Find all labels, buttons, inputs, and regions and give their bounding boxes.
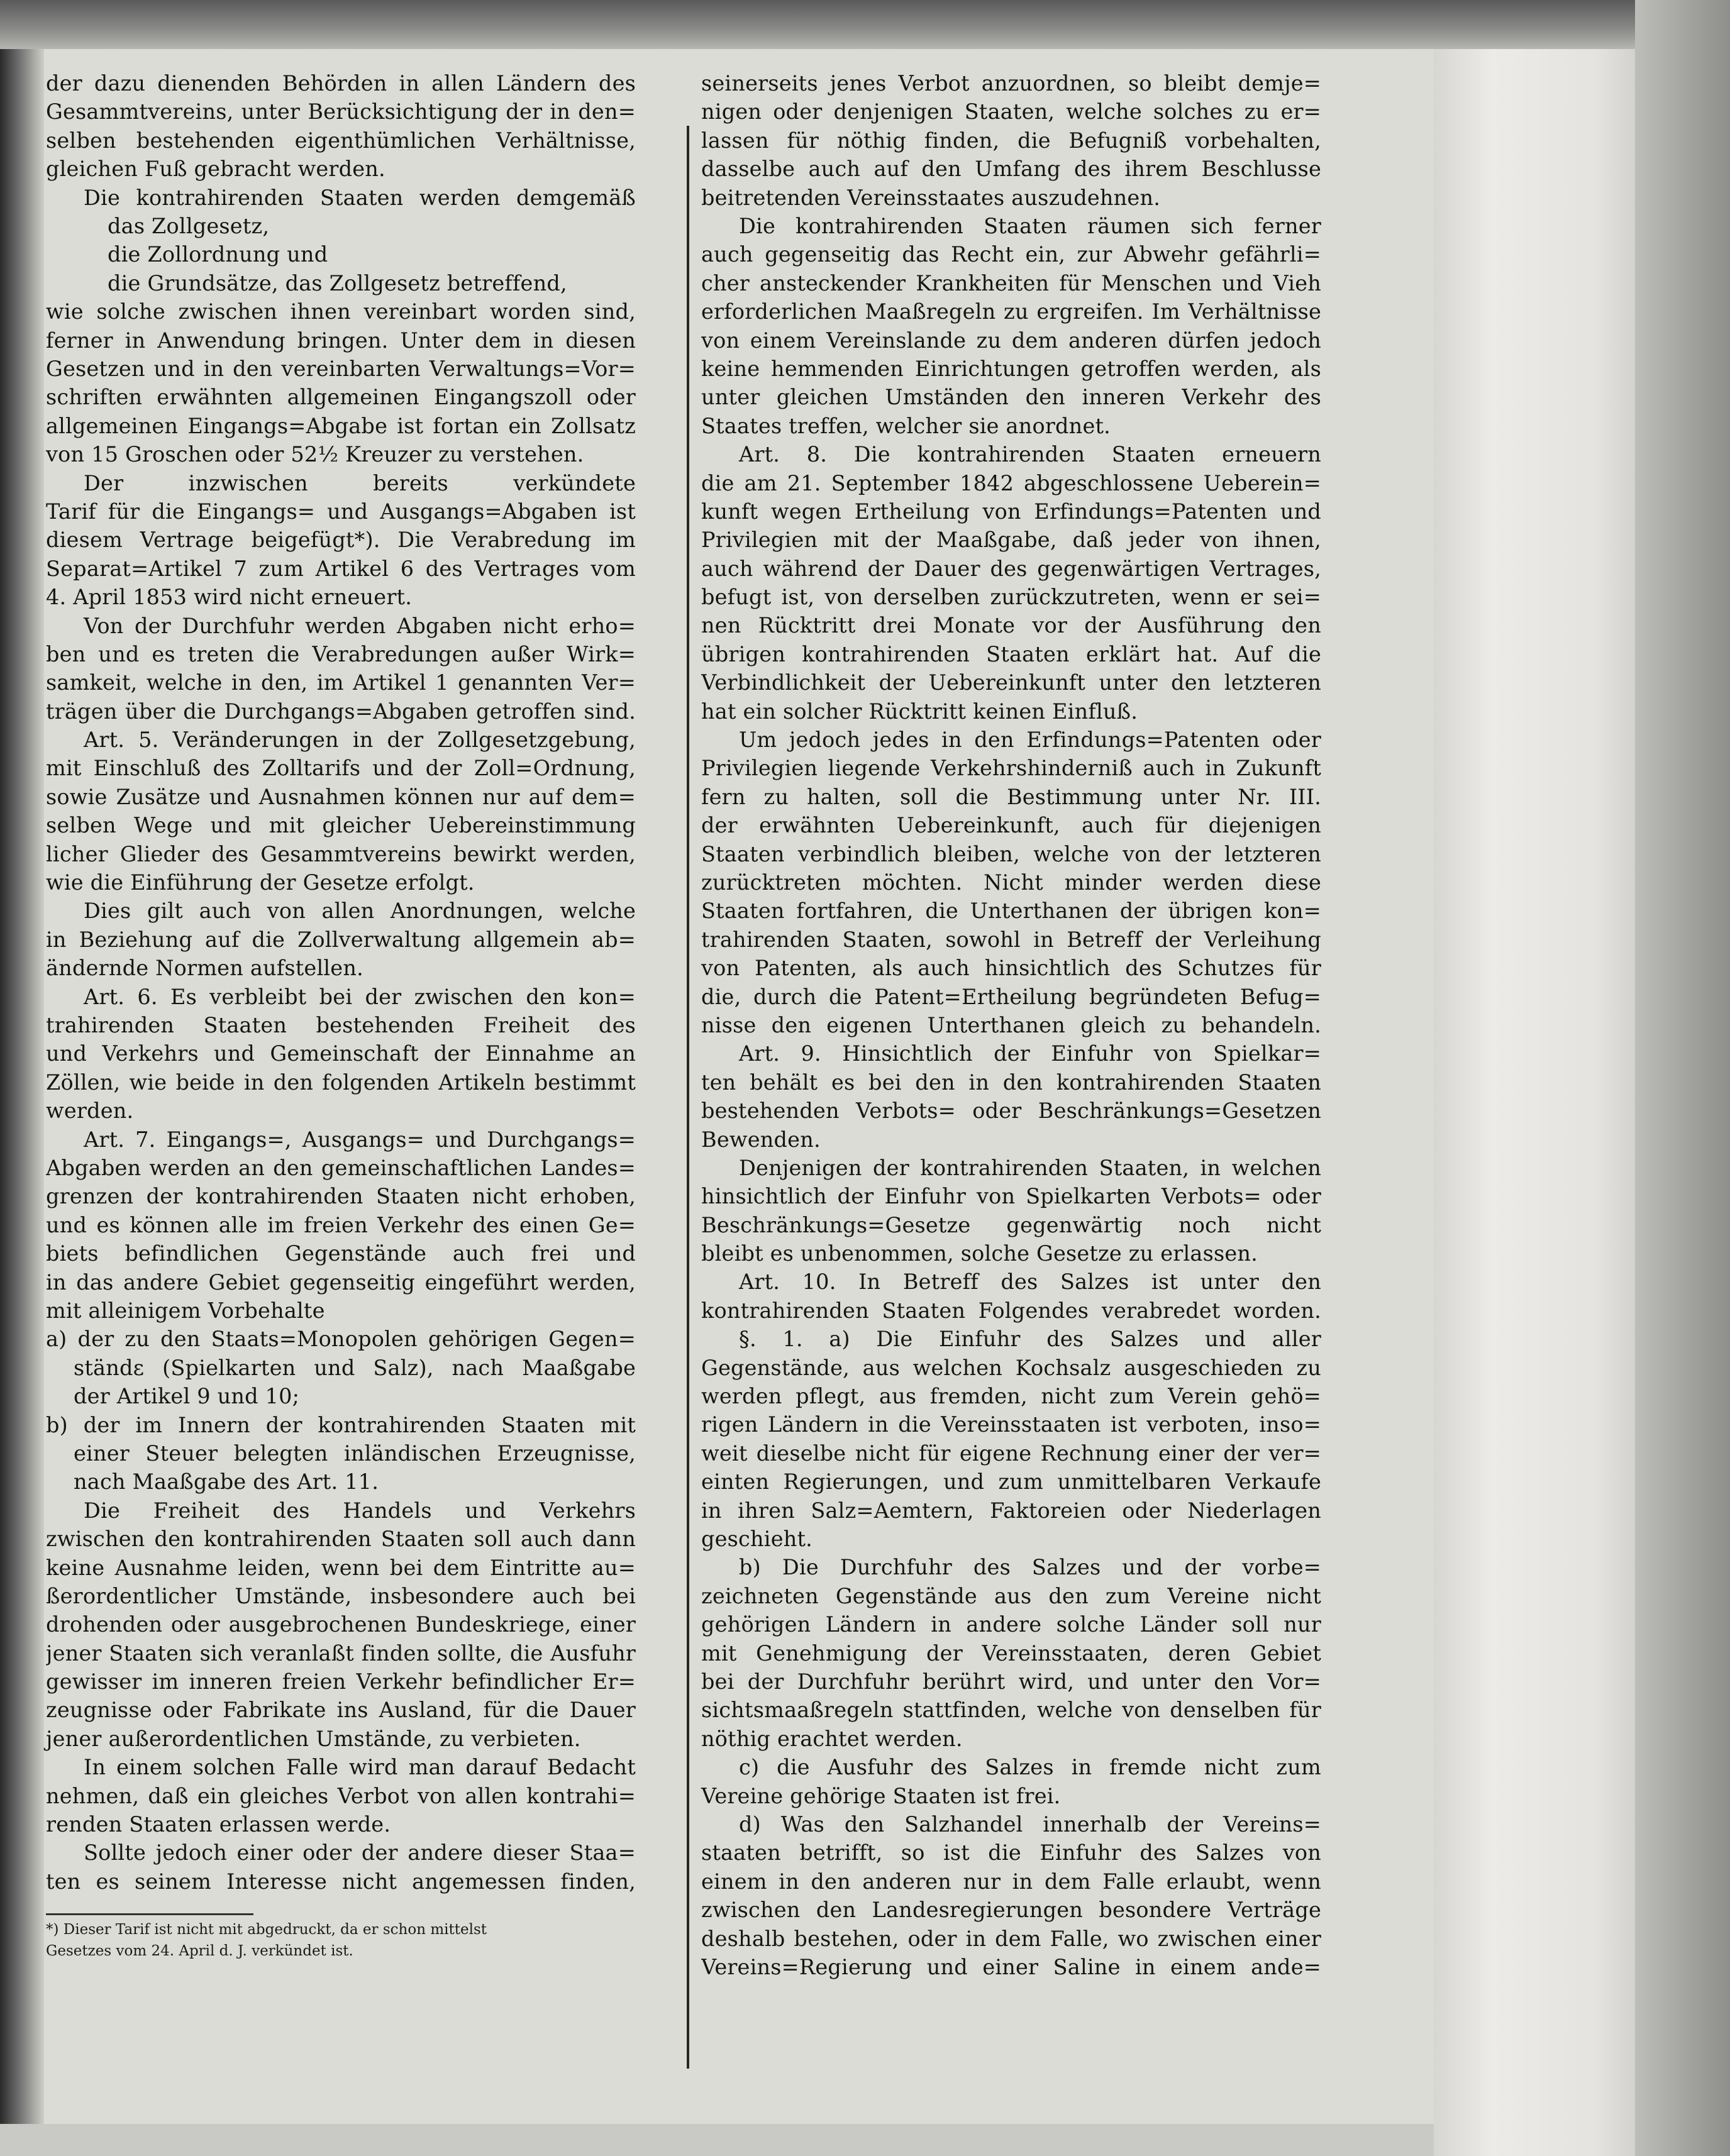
text-line: Von der Durchfuhr werden Abgaben nicht erho= xyxy=(84,613,636,638)
text-line: Beschränkungs=Gesetze gegenwärtig noch nicht xyxy=(701,1212,1321,1237)
text-line: beitretenden Vereinsstaates auszudehnen. xyxy=(701,185,1161,210)
text-line: Art. 8. Die kontrahirenden Staaten erneuern xyxy=(739,442,1321,467)
text-line: allgemeinen Eingangs=Abgabe ist fortan ein Zollsatz xyxy=(46,413,636,438)
text-line: mit alleinigem Vorbehalte xyxy=(46,1298,325,1323)
text-line: wie die Einführung der Gesetze erfolgt. xyxy=(46,870,475,895)
text-line: Sollte jedoch einer oder der andere dieser Staa= xyxy=(84,1840,636,1866)
text-line: Die Freiheit des Handels und Verkehrs xyxy=(84,1498,636,1523)
text-line: mit Einschluß des Zolltarifs und der Zoll=Ordnung, xyxy=(46,756,636,781)
text-line: drohenden oder ausgebrochenen Bundeskriege, einer xyxy=(46,1612,636,1637)
text-line: diesem Vertrage beigefügt*). Die Verabredung im xyxy=(46,528,636,553)
text-line: Zöllen, wie beide in den folgenden Artikeln bestimmt xyxy=(46,1070,636,1095)
text-line: von einem Vereinslande zu dem anderen dürfen jedoch xyxy=(701,328,1321,353)
text-line: d) Was den Salzhandel innerhalb der Vereins= xyxy=(739,1811,1321,1837)
text-line: mit Genehmigung der Vereinsstaaten, deren Gebiet xyxy=(701,1640,1321,1666)
text-line: Dies gilt auch von allen Anordnungen, welche xyxy=(84,898,636,924)
text-line: nöthig erachtet werden. xyxy=(701,1726,963,1751)
text-line: biets befindlichen Gegenstände auch frei und xyxy=(46,1241,636,1266)
text-line: Denjenigen der kontrahirenden Staaten, in welchen xyxy=(739,1155,1321,1180)
text-line: nisse den eigenen Unterthanen gleich zu behandeln. xyxy=(701,1012,1321,1037)
text-line: wie solche zwischen ihnen vereinbart worden sind, xyxy=(46,299,636,324)
text-line: gewisser im inneren freien Verkehr befindlicher Er= xyxy=(46,1669,636,1694)
text-line: Art. 7. Eingangs=, Ausgangs= und Durchgangs= xyxy=(84,1127,636,1152)
right-text-column xyxy=(701,69,1321,1981)
text-line: weit dieselbe nicht für eigene Rechnung einer der ver= xyxy=(701,1440,1321,1466)
text-line: zwischen den kontrahirenden Staaten soll auch dann xyxy=(46,1527,636,1552)
text-line: trahirenden Staaten, sowohl in Betreff der Verleihung xyxy=(701,927,1321,952)
text-line: seinerseits jenes Verbot anzuordnen, so bleibt demje= xyxy=(701,71,1321,96)
text-line: samkeit, welche in den, im Artikel 1 genannten Ver= xyxy=(46,670,636,695)
text-line: die Zollordnung und xyxy=(108,242,328,267)
text-line: unter gleichen Umständen den inneren Verkehr des xyxy=(701,385,1321,410)
text-line: b) Die Durchfuhr des Salzes und der vorbe= xyxy=(739,1555,1321,1580)
text-line: grenzen der kontrahirenden Staaten nicht erhoben, xyxy=(46,1184,636,1209)
text-line: Separat=Artikel 7 zum Artikel 6 des Vertrages vom xyxy=(46,556,636,581)
text-line: bestehenden Verbots= oder Beschränkungs=Gesetzen xyxy=(701,1098,1321,1124)
text-line: Bewenden. xyxy=(701,1127,821,1152)
text-line: Art. 6. Es verbleibt bei der zwischen den kon= xyxy=(84,984,636,1009)
left-text-column xyxy=(46,69,636,1896)
scan-frame-top xyxy=(0,0,1730,50)
text-line: Art. 10. In Betreff des Salzes ist unter den xyxy=(739,1269,1321,1295)
text-line: kunft wegen Ertheilung von Erfindungs=Patenten und xyxy=(701,499,1321,524)
text-line: ten es seinem Interesse nicht angemessen finden, xyxy=(46,1869,636,1894)
text-line: Staaten fortfahren, die Unterthanen der übrigen kon= xyxy=(701,898,1321,924)
text-line: nehmen, daß ein gleiches Verbot von allen kontrahi= xyxy=(46,1783,636,1808)
column-divider xyxy=(687,126,689,2069)
text-line: bleibt es unbenommen, solche Gesetze zu erlassen. xyxy=(701,1241,1258,1266)
footnote-rule xyxy=(46,1913,253,1915)
text-line: geschieht. xyxy=(701,1527,813,1551)
text-line: zeichneten Gegenstände aus den zum Vereine nicht xyxy=(701,1583,1321,1608)
text-line: einer Steuer belegten inländischen Erzeugnisse, xyxy=(74,1440,636,1466)
text-line: Gesetzen und in den vereinbarten Verwaltungs=Vor= xyxy=(46,356,636,381)
text-line: deshalb bestehen, oder in dem Falle, wo zwischen einer xyxy=(701,1926,1321,1951)
text-line: die am 21. September 1842 abgeschlossene Ueberein= xyxy=(701,470,1321,495)
text-line: der erwähnten Uebereinkunft, auch für diejenigen xyxy=(701,813,1321,838)
text-line: auch während der Dauer des gegenwärtigen Vertrages, xyxy=(701,556,1321,581)
text-line: einem in den anderen nur in dem Falle erlaubt, wenn xyxy=(701,1869,1321,1894)
text-line: Um jedoch jedes in den Erfindungs=Patenten oder xyxy=(739,727,1321,753)
text-line: Die kontrahirenden Staaten werden demgemäß xyxy=(84,185,636,210)
text-line: der Artikel 9 und 10; xyxy=(74,1384,300,1409)
text-line: a) der zu den Staats=Monopolen gehörigen Gegen= xyxy=(46,1327,636,1352)
text-line: nigen oder denjenigen Staaten, welche solches zu er= xyxy=(701,99,1321,124)
text-line: Staaten verbindlich bleiben, welche von der letzteren xyxy=(701,841,1321,866)
text-line: hat ein solcher Rücktritt keinen Einfluß. xyxy=(701,699,1138,724)
text-line: Vereine gehörige Staaten ist frei. xyxy=(701,1783,1061,1808)
text-line: in Beziehung auf die Zollverwaltung allgemein ab= xyxy=(46,927,636,952)
text-line: In einem solchen Falle wird man darauf Bedacht xyxy=(84,1755,636,1780)
text-line: übrigen kontrahirenden Staaten erklärt hat. Auf die xyxy=(701,641,1321,666)
text-line: lassen für nöthig finden, die Befugniß vorbehalten, xyxy=(701,128,1321,153)
text-line: ben und es treten die Verabredungen außer Wirk= xyxy=(46,641,636,666)
text-line: in ihren Salz=Aemtern, Faktoreien oder Niederlagen xyxy=(701,1498,1321,1523)
text-line: Tarif für die Eingangs= und Ausgangs=Abgaben ist xyxy=(46,499,636,524)
text-line: Gegenstände, aus welchen Kochsalz ausgeschieden zu xyxy=(701,1355,1321,1380)
text-line: ferner in Anwendung bringen. Unter dem in diesen xyxy=(46,328,636,353)
text-line: die Grundsätze, das Zollgesetz betreffend, xyxy=(108,270,567,296)
text-line: erforderlichen Maaßregeln zu ergreifen. Im Verhältnisse xyxy=(701,299,1321,324)
text-line: rigen Ländern in die Vereinsstaaten ist verboten, inso= xyxy=(701,1412,1321,1437)
text-line: von Patenten, als auch hinsichtlich des Schutzes für xyxy=(701,956,1321,981)
text-line: und es können alle im freien Verkehr des einen Ge= xyxy=(46,1212,636,1237)
text-line: gleichen Fuß gebracht werden. xyxy=(46,157,385,182)
text-line: werden pflegt, aus fremden, nicht zum Verein gehö= xyxy=(701,1384,1321,1409)
text-line: b) der im Innern der kontrahirenden Staaten mit xyxy=(46,1412,636,1437)
text-line: sowie Zusätze und Ausnahmen können nur auf dem= xyxy=(46,784,636,809)
text-line: Der inzwischen bereits verkündete xyxy=(84,470,636,495)
text-line: Vereins=Regierung und einer Saline in einem ande= xyxy=(701,1954,1321,1979)
footnote-line: *) Dieser Tarif ist nicht mit abgedruckt, da er schon mittelst xyxy=(46,1921,487,1938)
text-line: Privilegien mit der Maaßgabe, daß jeder von ihnen, xyxy=(701,528,1321,553)
text-line: auch gegenseitig das Recht ein, zur Abwehr gefährli= xyxy=(701,242,1321,267)
text-line: kontrahirenden Staaten Folgendes verabredet worden. xyxy=(701,1298,1321,1323)
text-line: bei der Durchfuhr berührt wird, und unter den Vor= xyxy=(701,1669,1321,1694)
text-line: werden. xyxy=(46,1098,134,1124)
text-line: hinsichtlich der Einfuhr von Spielkarten Verbots= oder xyxy=(701,1184,1321,1209)
text-line: Privilegien liegende Verkehrshinderniß auch in Zukunft xyxy=(701,756,1321,781)
text-line: §. 1. a) Die Einfuhr des Salzes und aller xyxy=(739,1327,1321,1352)
text-line: ändernde Normen aufstellen. xyxy=(46,956,363,981)
text-line: nen Rücktritt drei Monate vor der Ausführung den xyxy=(701,613,1321,638)
scan-frame-right xyxy=(1635,0,1730,2156)
text-line: Art. 9. Hinsichtlich der Einfuhr von Spielkar= xyxy=(739,1041,1321,1066)
text-line: keine hemmenden Einrichtungen getroffen werden, als xyxy=(701,356,1321,381)
text-line: dasselbe auch auf den Umfang des ihrem Beschlusse xyxy=(701,157,1321,182)
text-line: selben Wege und mit gleicher Uebereinstimmung xyxy=(46,813,636,838)
text-line: das Zollgesetz, xyxy=(108,213,270,238)
text-line: fern zu halten, soll die Bestimmung unter Nr. III. xyxy=(701,784,1321,809)
text-line: trahirenden Staaten bestehenden Freiheit des xyxy=(46,1013,636,1038)
text-line: nach Maaßgabe des Art. 11. xyxy=(74,1469,379,1495)
text-line: zwischen den Landesregierungen besondere Verträge xyxy=(701,1898,1321,1923)
text-line: trägen über die Durchgangs=Abgaben getroffen sind. xyxy=(46,699,636,724)
text-line: c) die Ausfuhr des Salzes in fremde nicht zum xyxy=(739,1755,1321,1780)
text-line: 4. April 1853 wird nicht erneuert. xyxy=(46,585,413,610)
text-line: keine Ausnahme leiden, wenn bei dem Eintritte au= xyxy=(46,1555,636,1580)
text-line: jener außerordentlichen Umstände, zu verbieten. xyxy=(46,1726,581,1751)
text-line: jener Staaten sich veranlaßt finden sollte, die Ausfuhr xyxy=(46,1640,636,1666)
text-line: renden Staaten erlassen werde. xyxy=(46,1812,391,1837)
text-line: ten behält es bei den in den kontrahirenden Staaten xyxy=(701,1070,1321,1095)
footnote xyxy=(46,1919,634,1962)
text-line: in das andere Gebiet gegenseitig eingeführt werden, xyxy=(46,1269,636,1295)
text-line: Abgaben werden an den gemeinschaftlichen Landes= xyxy=(46,1155,636,1180)
text-line: sichtsmaaßregeln stattfinden, welche von denselben für xyxy=(701,1698,1321,1723)
text-line: Staates treffen, welcher sie anordnet. xyxy=(701,413,1111,438)
text-line: cher ansteckender Krankheiten für Menschen und Vieh xyxy=(701,270,1321,296)
text-line: gehörigen Ländern in andere solche Länder soll nur xyxy=(701,1612,1321,1637)
text-line: zurücktreten möchten. Nicht minder werden diese xyxy=(701,870,1321,895)
text-line: einten Regierungen, und zum unmittelbaren Verkaufe xyxy=(701,1469,1321,1495)
text-line: Die kontrahirenden Staaten räumen sich ferner xyxy=(739,213,1321,238)
text-line: Verbindlichkeit der Uebereinkunft unter den letzteren xyxy=(701,670,1321,695)
text-line: und Verkehrs und Gemeinschaft der Einnahme an xyxy=(46,1041,636,1066)
text-line: selben bestehenden eigenthümlichen Verhältnisse, xyxy=(46,128,636,153)
text-line: ständε (Spielkarten und Salz), nach Maaßgabe xyxy=(74,1355,636,1380)
text-line: zeugnisse oder Fabrikate ins Ausland, für die Dauer xyxy=(46,1698,636,1723)
text-line: der dazu dienenden Behörden in allen Ländern des xyxy=(46,71,636,96)
footnote-line: Gesetzes vom 24. April d. J. verkündet ist. xyxy=(46,1943,353,1959)
text-line: von 15 Groschen oder 52½ Kreuzer zu verstehen. xyxy=(46,442,584,467)
text-line: licher Glieder des Gesammtvereins bewirkt werden, xyxy=(46,841,636,866)
text-line: Art. 5. Veränderungen in der Zollgesetzgebung, xyxy=(84,727,636,753)
text-line: die, durch die Patent=Ertheilung begründeten Befug= xyxy=(701,984,1321,1009)
text-line: befugt ist, von derselben zurückzutreten, wenn er sei= xyxy=(701,585,1321,610)
text-line: schriften erwähnten allgemeinen Eingangszoll oder xyxy=(46,385,636,410)
gutter-shadow xyxy=(0,49,44,2124)
text-line: ßerordentlicher Umstände, insbesondere auch bei xyxy=(46,1583,636,1608)
text-line: Gesammtvereins, unter Berücksichtigung der in den= xyxy=(46,99,636,124)
text-line: staaten betrifft, so ist die Einfuhr des Salzes von xyxy=(701,1840,1321,1866)
